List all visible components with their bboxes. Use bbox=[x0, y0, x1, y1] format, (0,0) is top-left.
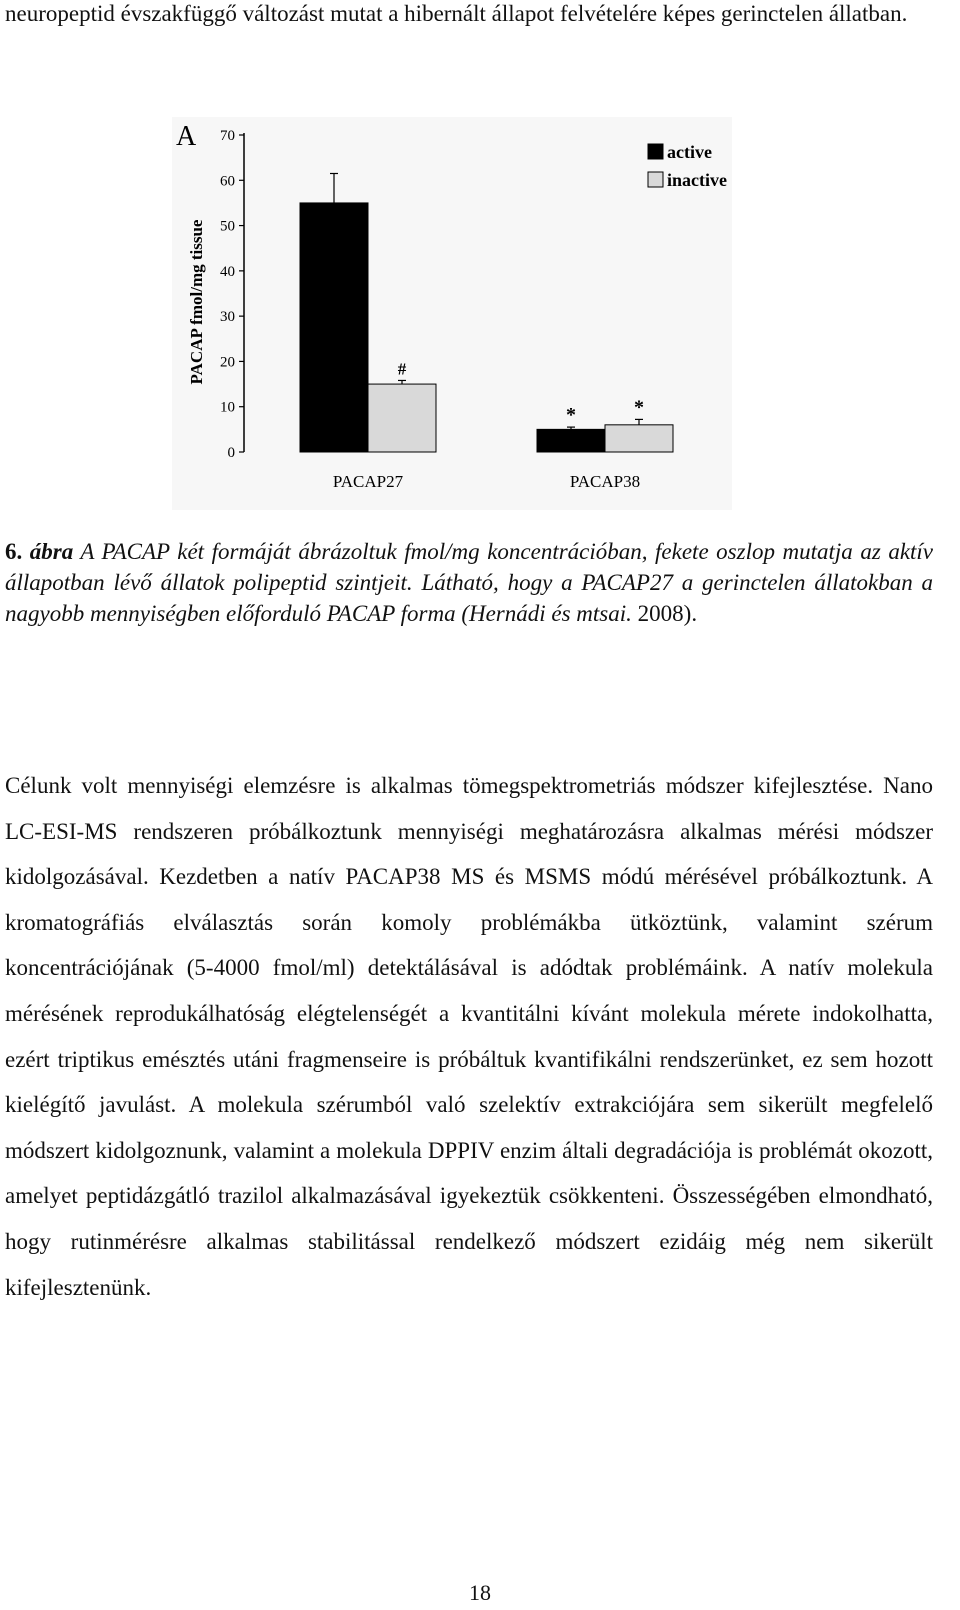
figure-6 bbox=[172, 117, 732, 510]
bar-active-PACAP38 bbox=[537, 429, 605, 452]
bar-chart bbox=[172, 117, 732, 510]
y-tick-label: 50 bbox=[220, 218, 235, 235]
y-tick-label: 70 bbox=[220, 128, 235, 144]
legend-label-active: active bbox=[667, 142, 712, 162]
figure-number: 6. bbox=[5, 539, 23, 564]
page-number: 18 bbox=[469, 1580, 491, 1605]
y-tick-label: 10 bbox=[220, 399, 235, 416]
legend-label-inactive: inactive bbox=[667, 170, 727, 190]
y-tick-label: 60 bbox=[220, 173, 235, 190]
caption-year: 2008). bbox=[631, 601, 698, 626]
significance-marker: * bbox=[566, 404, 576, 427]
bar-inactive-PACAP27 bbox=[368, 384, 436, 452]
x-tick-label-PACAP38: PACAP38 bbox=[569, 472, 641, 491]
significance-marker: * bbox=[634, 396, 644, 419]
y-tick-label: 40 bbox=[220, 263, 235, 280]
intro-paragraph: neuropeptid évszakfüggő változást mutat a hibernált állapot felvételére képes gerinctelen állatban. bbox=[5, 1, 908, 26]
figure-word: ábra bbox=[29, 539, 74, 564]
x-tick-label-PACAP27: PACAP27 bbox=[332, 472, 404, 491]
legend-swatch-inactive bbox=[648, 172, 663, 187]
bar-inactive-PACAP38 bbox=[605, 425, 673, 452]
significance-marker: # bbox=[397, 359, 407, 379]
legend-swatch-active bbox=[648, 144, 663, 159]
body-paragraph: Célunk volt mennyiségi elemzésre is alkalmas tömegspektrometriás módszer kifejlesztése. Nano LC-ESI-MS rendszeren próbálkoztunk mennyiségi meghatározásra alkalmas mérési módszer kidolgozásával. Kezdetben a natív PACAP38 MS és MSMS módú mérésével próbálkoztunk. A kromatográfiás elválasztás során komoly problémákba ütköztünk, valamint szérum koncentrációjának (5-4000 fmol/ml) detektálásával is adódtak problémáink. A natív molekula mérésének reprodukálhatóság elégtelenségét a kvantitálni kívánt molekula mérete indokolhatta, ezért triptikus emésztés utáni fragmenseire is próbáltuk kvantifikálni rendszerünket, ez sem hozott kielégítő javulást. A molekula szérumból való szelektív extrakciójára sem sikerült megfelelő módszert kidolgoznunk, valamint a molekula DPPIV enzim általi degradációja is problémát okozott, amelyet peptidázgátló trazilol alkalmazásával igyekeztük csökkenteni. Összességében elmondható, hogy rutinmérésre alkalmas stabilitással rendelkező módszert ezidáig még nem sikerült kifejlesztenünk. bbox=[5, 773, 933, 1300]
caption-text: A PACAP két formáját ábrázoltuk fmol/mg koncentrációban, fekete oszlop mutatja az aktív állapotban lévő állatok polipeptid szintjeit. Látható, hogy a PACAP27 a gerinctelen állatokban a nagyobb mennyiségben előforduló PACAP forma (Hernádi és mtsai. bbox=[5, 539, 934, 626]
bar-active-PACAP27 bbox=[300, 203, 368, 452]
y-tick-label: 30 bbox=[220, 309, 235, 326]
y-axis-label: PACAP fmol/mg tissue bbox=[187, 219, 206, 385]
figure-caption bbox=[5, 536, 933, 629]
panel-label: A bbox=[176, 121, 197, 152]
y-tick-label: 20 bbox=[220, 354, 235, 371]
y-tick-label: 0 bbox=[227, 445, 235, 461]
